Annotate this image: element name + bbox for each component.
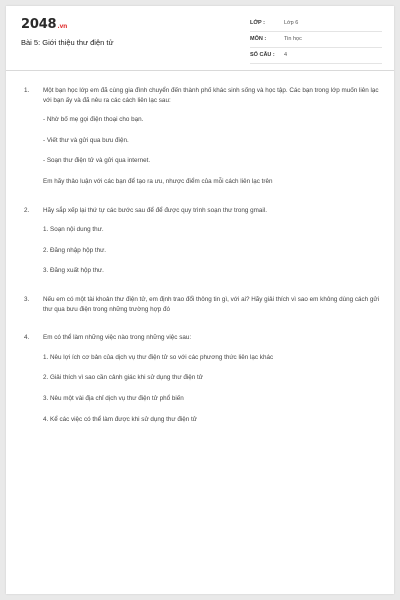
question-item: 3. Nêu một vài địa chỉ dịch vụ thư điện tử phổ biến [43, 394, 184, 402]
question-list [24, 86, 384, 443]
question-number: 4. [24, 334, 30, 342]
question-item: - Nhờ bố mẹ gọi điện thoại cho bạn. [43, 116, 144, 124]
worksheet-header [6, 6, 394, 71]
question-text: Hãy sắp xếp lại thứ tự các bước sau để để được quy trình soạn thư trong gmail. [43, 206, 267, 214]
meta-label: LỚP : [250, 20, 265, 26]
question-text: Một bạn học lớp em đã cùng gia đình chuyển đến thành phố khác sinh sống và học tập. Các bạn trong lớp muốn liên lạc với bạn ấy và đã nêu ra các cách liên lạc sau: [43, 87, 379, 104]
question-number: 1. [24, 87, 30, 94]
question-4 [24, 333, 384, 424]
question-number: 3. [24, 295, 30, 303]
meta-label: SỐ CÂU : [250, 52, 275, 58]
lesson-title: Bài 5: Giới thiệu thư điện tử [21, 38, 114, 47]
question-text: Nếu em có một tài khoản thư điện tử, em định trao đổi thông tin gì, với ai? Hãy giải thích vì sao em không dùng cách gửi thư qua bưu điện trong những trường hợp đó [43, 295, 380, 313]
question-item: 2. Giải thích vì sao cần cảnh giác khi sử dụng thư điện tử [43, 374, 204, 382]
logo-tld: .vn [57, 23, 68, 30]
question-1 [24, 86, 384, 187]
meta-row-subject [250, 32, 382, 48]
meta-table [250, 16, 382, 64]
logo-main: 2048 [21, 17, 57, 32]
question-item: - Viết thư và gửi qua bưu điện. [43, 136, 129, 144]
question-2 [24, 206, 384, 276]
meta-value: 4 [284, 52, 288, 58]
meta-row-grade [250, 16, 382, 32]
meta-row-count [250, 48, 382, 64]
question-3 [24, 295, 384, 314]
question-text: Em có thể làm những việc nào trong những việc sau: [43, 334, 192, 342]
question-item: 3. Đăng xuất hộp thư. [43, 267, 104, 275]
question-item: - Soạn thư điện tử và gửi qua internet. [43, 157, 151, 165]
site-logo[interactable] [21, 17, 67, 32]
question-number: 2. [24, 206, 30, 214]
meta-value: Tin học [284, 36, 302, 42]
question-item: 2. Đăng nhập hộp thư. [43, 246, 107, 254]
question-item: 1. Soạn nội dung thư. [43, 226, 104, 234]
question-item: Em hãy thảo luận với các bạn để tạo ra ưu, nhược điểm của mỗi cách liên lạc trên [43, 177, 273, 185]
question-item: 1. Nêu lợi ích cơ bản của dịch vụ thư điện tử so với các phương thức liên lạc khác [43, 353, 274, 361]
worksheet-page [6, 6, 394, 594]
question-item: 4. Kể các việc có thể làm được khi sử dụng thư điện tử [43, 415, 197, 423]
meta-value: Lớp 6 [284, 20, 299, 26]
meta-label: MÔN : [250, 36, 267, 42]
